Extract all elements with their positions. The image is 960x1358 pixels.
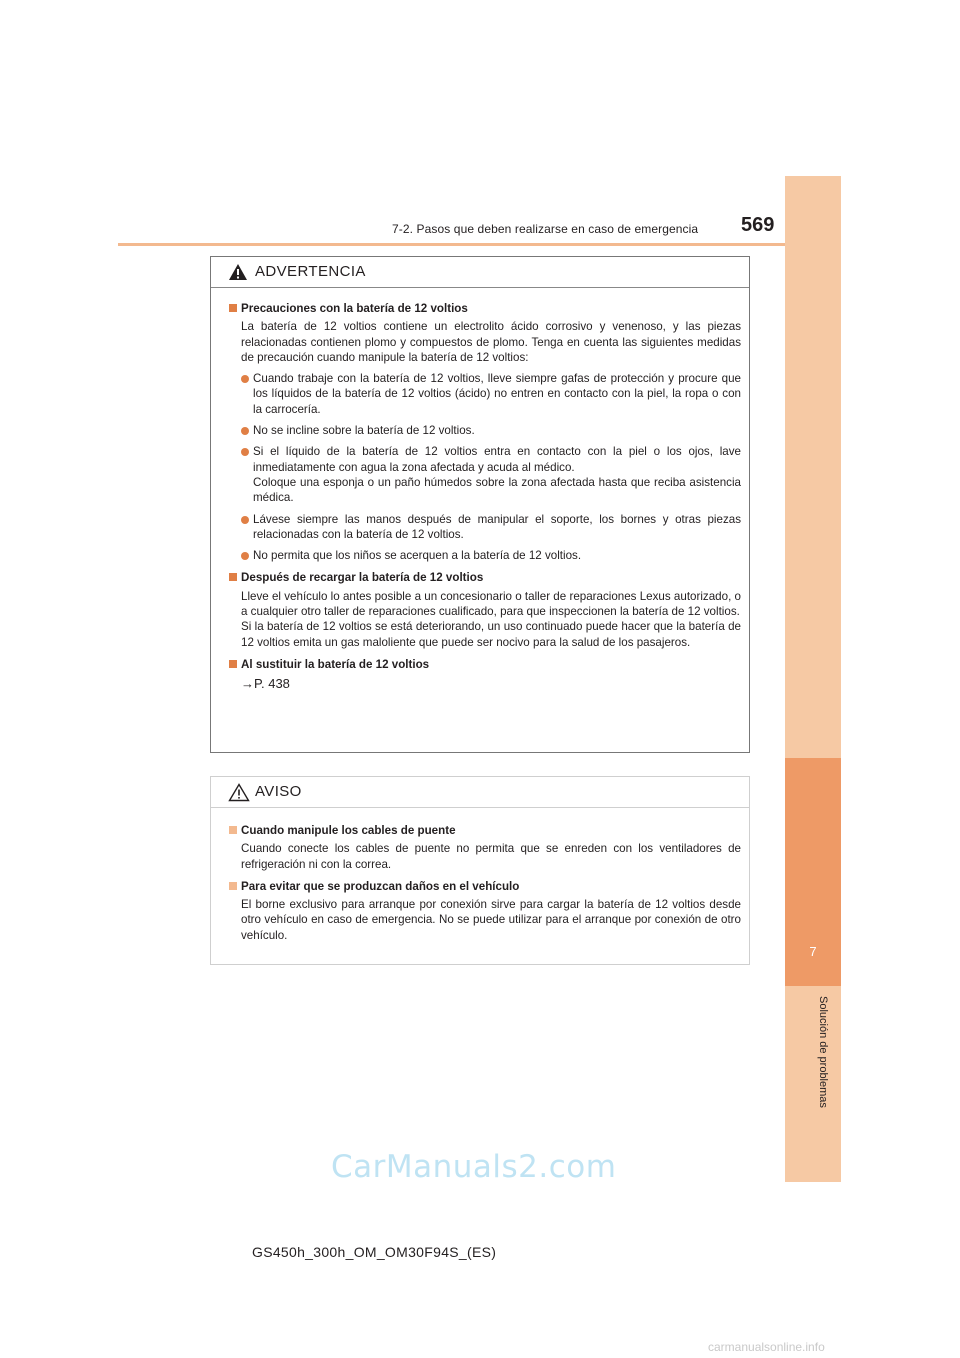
dot-bullet-icon: [241, 427, 249, 435]
square-bullet-icon: [229, 826, 237, 834]
notice-header: [211, 777, 749, 808]
notice-paragraph: El borne exclusivo para arranque por conexión sirve para cargar la batería de 12 voltios desde otro vehículo en caso de emergencia. No se puede utilizar para el arranque por conexión de otro vehículo.: [241, 898, 741, 942]
page-number: 569: [741, 214, 775, 236]
watermark-logo: CarManuals2.com: [331, 1149, 617, 1185]
warning-heading: Precauciones con la batería de 12 voltios: [229, 301, 741, 316]
notice-heading: Cuando manipule los cables de puente: [229, 823, 741, 838]
square-bullet-icon: [229, 304, 237, 312]
warning-paragraph: La batería de 12 voltios contiene un electrolito ácido corrosivo y venenoso, y las piezas relacionadas contienen plomo y compuestos de plomo. Tenga en cuenta las siguientes medidas de precaución cuando manipule la batería de 12 voltios:: [241, 320, 741, 364]
caution-triangle-icon: [228, 783, 250, 802]
document-code: GS450h_300h_OM_OM30F94S_(ES): [252, 1244, 497, 1260]
chapter-side-tab: [785, 176, 841, 1182]
warning-box: [210, 256, 750, 753]
warning-paragraph: Lleve el vehículo lo antes posible a un concesionario o taller de reparaciones Lexus autorizado, o a cualquier otro taller de reparaciones cualificado, para que inspeccionen la batería de 12 voltios. Si la batería de 12 voltios se está deteriorando, un uso continuado puede hacer que la batería de 12 voltios emita un gas maloliente que puede ser nocivo para la salud de los pasajeros.: [241, 589, 741, 649]
section-title: 7-2. Pasos que deben realizarse en caso de emergencia: [392, 222, 699, 236]
dot-bullet-icon: [241, 516, 249, 524]
notice-heading: Para evitar que se produzcan daños en el vehículo: [229, 879, 741, 894]
header-rule: [118, 243, 785, 246]
chapter-title: Solución de problemas: [817, 996, 829, 1108]
chapter-number: 7: [809, 944, 817, 959]
dot-bullet-icon: [241, 448, 249, 456]
warning-bullet: Lávese siempre las manos después de manipular el soporte, los bornes y otras piezas relacionadas con la batería de 12 voltios.: [229, 512, 741, 543]
watermark-text: carmanualsonline.info: [708, 1340, 825, 1354]
warning-title: ADVERTENCIA: [255, 263, 366, 280]
page-reference: →P. 438: [241, 676, 290, 692]
warning-bullet: No se incline sobre la batería de 12 voltios.: [229, 423, 741, 438]
dot-bullet-icon: [241, 375, 249, 383]
warning-triangle-icon: [228, 263, 248, 281]
notice-box: [210, 776, 750, 965]
dot-bullet-icon: [241, 552, 249, 560]
notice-title: AVISO: [255, 783, 302, 800]
square-bullet-icon: [229, 882, 237, 890]
notice-paragraph: Cuando conecte los cables de puente no permita que se enreden con los ventiladores de refrigeración ni con la correa.: [241, 842, 741, 871]
warning-header: [211, 257, 749, 288]
warning-bullet: No permita que los niños se acerquen a la batería de 12 voltios.: [229, 548, 741, 563]
warning-heading: Al sustituir la batería de 12 voltios: [229, 657, 741, 672]
warning-bullet: Cuando trabaje con la batería de 12 voltios, lleve siempre gafas de protección y procure que los líquidos de la batería de 12 voltios (ácido) no entren en contacto con la piel, la ropa o con la carrocería.: [229, 371, 741, 417]
warning-heading: Después de recargar la batería de 12 voltios: [229, 570, 741, 585]
square-bullet-icon: [229, 573, 237, 581]
warning-bullet: Si el líquido de la batería de 12 voltios entra en contacto con la piel o los ojos, lave inmediatamente con agua la zona afectada y acuda al médico. Coloque una esponja o un paño húmedos sobre la zona afectada hasta que reciba asistencia médica.: [229, 444, 741, 505]
square-bullet-icon: [229, 660, 237, 668]
